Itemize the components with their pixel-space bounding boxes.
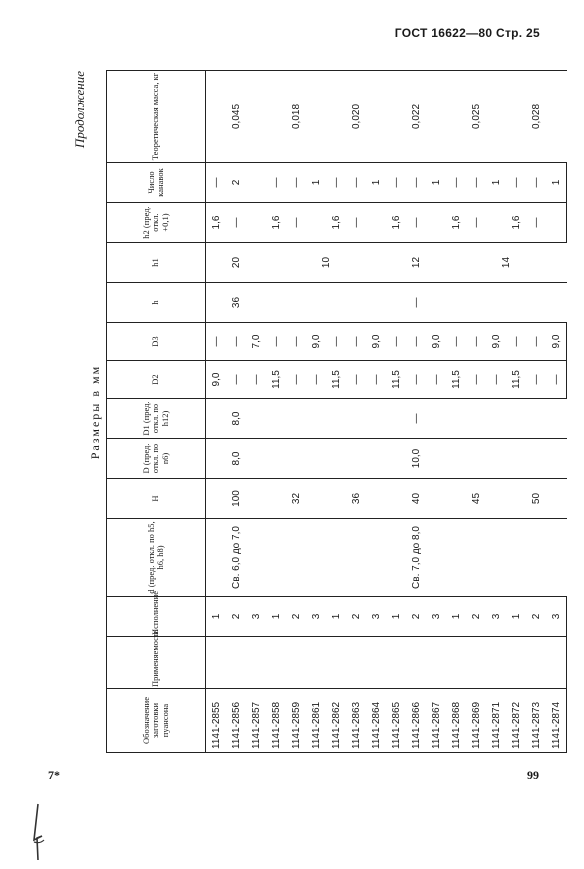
cell-applicability [486,637,506,689]
cell-h1: 10 [266,243,386,283]
cell-code: 1141-2869 [466,689,486,753]
cell-variant: 1 [326,597,346,637]
cell-h2 [426,203,446,243]
cell-mass: 0,045 [206,71,267,163]
cell-h2: — [226,203,246,243]
cell-D3: — [406,323,426,361]
cell-applicability [526,637,546,689]
cell-variant: 1 [206,597,227,637]
cell-D-2: 10,0 [266,439,567,479]
cell-D3: — [466,323,486,361]
col-header-d: d (пред. откл. по h5, h6, h8) [107,519,206,597]
col-header-h1: h1 [107,243,206,283]
cell-h2: 1,6 [446,203,466,243]
cell-h2: 1,6 [386,203,406,243]
cell-variant: 2 [286,597,306,637]
cell-grooves: — [346,163,366,203]
cell-applicability [226,637,246,689]
cell-h2: 1,6 [266,203,286,243]
cell-grooves: — [406,163,426,203]
cell-variant: 2 [226,597,246,637]
cell-grooves: — [326,163,346,203]
col-header-applicability: Применяемость [107,637,206,689]
cell-mass: 0,028 [506,71,567,163]
cell-h2 [246,203,266,243]
cell-D2: — [306,361,326,399]
cell-applicability [506,637,526,689]
cell-D2: 11,5 [386,361,406,399]
cell-variant: 1 [386,597,406,637]
cell-D2: — [246,361,266,399]
col-header-D: D (пред. откл. по n6) [107,439,206,479]
cell-h2: 1,6 [326,203,346,243]
cell-grooves: — [386,163,406,203]
cell-D3: — [286,323,306,361]
cell-grooves: — [466,163,486,203]
cell-code: 1141-2865 [386,689,406,753]
cell-variant: 1 [446,597,466,637]
cell-h2: — [526,203,546,243]
cell-variant: 2 [526,597,546,637]
cell-applicability [246,637,266,689]
cell-h2: — [286,203,306,243]
cell-variant: 1 [506,597,526,637]
cell-grooves: 1 [546,163,567,203]
cell-D2: — [366,361,386,399]
cell-variant: 1 [266,597,286,637]
cell-grooves: — [526,163,546,203]
cell-applicability [286,637,306,689]
cell-code: 1141-2871 [486,689,506,753]
cell-D2: — [286,361,306,399]
cell-variant: 3 [546,597,567,637]
dimensions-table [106,70,567,753]
cell-code: 1141-2873 [526,689,546,753]
cell-grooves: — [506,163,526,203]
cell-D2: — [406,361,426,399]
cell-D1-2: — [266,399,567,439]
cell-mass: 0,025 [446,71,506,163]
cell-h2: 1,6 [506,203,526,243]
cell-h-2: — [266,283,567,323]
col-header-h: h [107,283,206,323]
cell-D3: — [266,323,286,361]
standard-header: ГОСТ 16622—80 Стр. 25 [394,26,540,40]
cell-grooves: — [266,163,286,203]
cell-grooves: 2 [226,163,246,203]
cell-code: 1141-2861 [306,689,326,753]
col-header-code: Обозначение заготовки пуансона [107,689,206,753]
cell-code: 1141-2866 [406,689,426,753]
cell-code: 1141-2864 [366,689,386,753]
cell-variant: 2 [346,597,366,637]
col-header-D2: D2 [107,361,206,399]
cell-code: 1141-2868 [446,689,466,753]
col-header-grooves: Число канавок [107,163,206,203]
cell-D2: — [426,361,446,399]
cell-grooves: 1 [366,163,386,203]
cell-D3: — [526,323,546,361]
col-header-mass: Теоретическая масса, кг [107,71,206,163]
table-header-row [107,71,206,753]
cell-D1-1: 8,0 [206,399,267,439]
cell-grooves: 1 [306,163,326,203]
cell-applicability [266,637,286,689]
cell-variant: 3 [246,597,266,637]
cell-D2: 9,0 [206,361,227,399]
cell-d-range-1: Св. 6,0 до 7,0 [206,519,267,597]
cell-D-1: 8,0 [206,439,267,479]
cell-code: 1141-2862 [326,689,346,753]
cell-applicability [426,637,446,689]
cell-applicability [326,637,346,689]
cell-D2: — [226,361,246,399]
cell-grooves: — [206,163,227,203]
cell-h2: — [466,203,486,243]
handwritten-mark [28,800,48,864]
rotated-table-block [72,71,562,753]
cell-H: 45 [446,479,506,519]
cell-D3: — [206,323,227,361]
cell-h2 [546,203,567,243]
cell-variant: 3 [366,597,386,637]
col-header-h2: h2 (пред. откл. +0,1) [107,203,206,243]
cell-mass: 0,022 [386,71,446,163]
page-number: 99 [527,768,539,782]
cell-variant: 3 [426,597,446,637]
cell-h2: — [406,203,426,243]
cell-applicability [386,637,406,689]
cell-D3: 9,0 [366,323,386,361]
cell-applicability [366,637,386,689]
page-mark-left: 7* [48,768,60,782]
cell-h-1: 36 [206,283,267,323]
cell-h1: 20 [206,243,267,283]
cell-grooves: — [446,163,466,203]
cell-H: 36 [326,479,386,519]
cell-D2: — [466,361,486,399]
cell-D3: — [386,323,406,361]
cell-code: 1141-2859 [286,689,306,753]
cell-D2: — [346,361,366,399]
cell-D3: 9,0 [306,323,326,361]
cell-grooves: 1 [426,163,446,203]
cell-D2: — [526,361,546,399]
cell-applicability [446,637,466,689]
cell-grooves [246,163,266,203]
cell-applicability [466,637,486,689]
table-caption: Размеры в мм [88,364,102,460]
table-row [206,71,227,753]
col-header-variant: Исполнение [107,597,206,637]
cell-applicability [206,637,227,689]
cell-h2 [486,203,506,243]
cell-h2: — [346,203,366,243]
cell-grooves: 1 [486,163,506,203]
cell-h2 [366,203,386,243]
cell-variant: 3 [486,597,506,637]
continuation-label: Продолжение [72,71,87,149]
cell-code: 1141-2874 [546,689,567,753]
cell-D3: 7,0 [246,323,266,361]
cell-D3: 9,0 [426,323,446,361]
cell-d-range-2: Св. 7,0 до 8,0 [266,519,567,597]
cell-D2: 11,5 [446,361,466,399]
cell-mass: 0,020 [326,71,386,163]
cell-D3: 9,0 [486,323,506,361]
cell-code: 1141-2872 [506,689,526,753]
cell-code: 1141-2857 [246,689,266,753]
col-header-D3: D3 [107,323,206,361]
cell-h1: 12 [386,243,446,283]
cell-variant: 3 [306,597,326,637]
cell-D2: 11,5 [506,361,526,399]
cell-D3: — [506,323,526,361]
cell-D2: — [546,361,567,399]
cell-code: 1141-2858 [266,689,286,753]
cell-D2: 11,5 [326,361,346,399]
cell-D3: — [226,323,246,361]
cell-D2: — [486,361,506,399]
table-row [266,71,286,753]
cell-code: 1141-2867 [426,689,446,753]
cell-applicability [406,637,426,689]
cell-D3: — [446,323,466,361]
cell-code: 1141-2855 [206,689,227,753]
cell-D3: — [346,323,366,361]
cell-grooves: — [286,163,306,203]
cell-variant: 2 [406,597,426,637]
col-header-H: H [107,479,206,519]
cell-D3: 9,0 [546,323,567,361]
cell-h1: 14 [446,243,567,283]
cell-variant: 2 [466,597,486,637]
cell-H: 40 [386,479,446,519]
cell-D2: 11,5 [266,361,286,399]
col-header-D1: D1 (пред. откл. по h12) [107,399,206,439]
cell-H: 100 [206,479,267,519]
cell-h2: 1,6 [206,203,227,243]
cell-code: 1141-2863 [346,689,366,753]
cell-applicability [306,637,326,689]
cell-applicability [546,637,567,689]
cell-H: 50 [506,479,567,519]
cell-H: 32 [266,479,326,519]
cell-applicability [346,637,366,689]
cell-mass: 0,018 [266,71,326,163]
cell-h2 [306,203,326,243]
cell-code: 1141-2856 [226,689,246,753]
cell-D3: — [326,323,346,361]
